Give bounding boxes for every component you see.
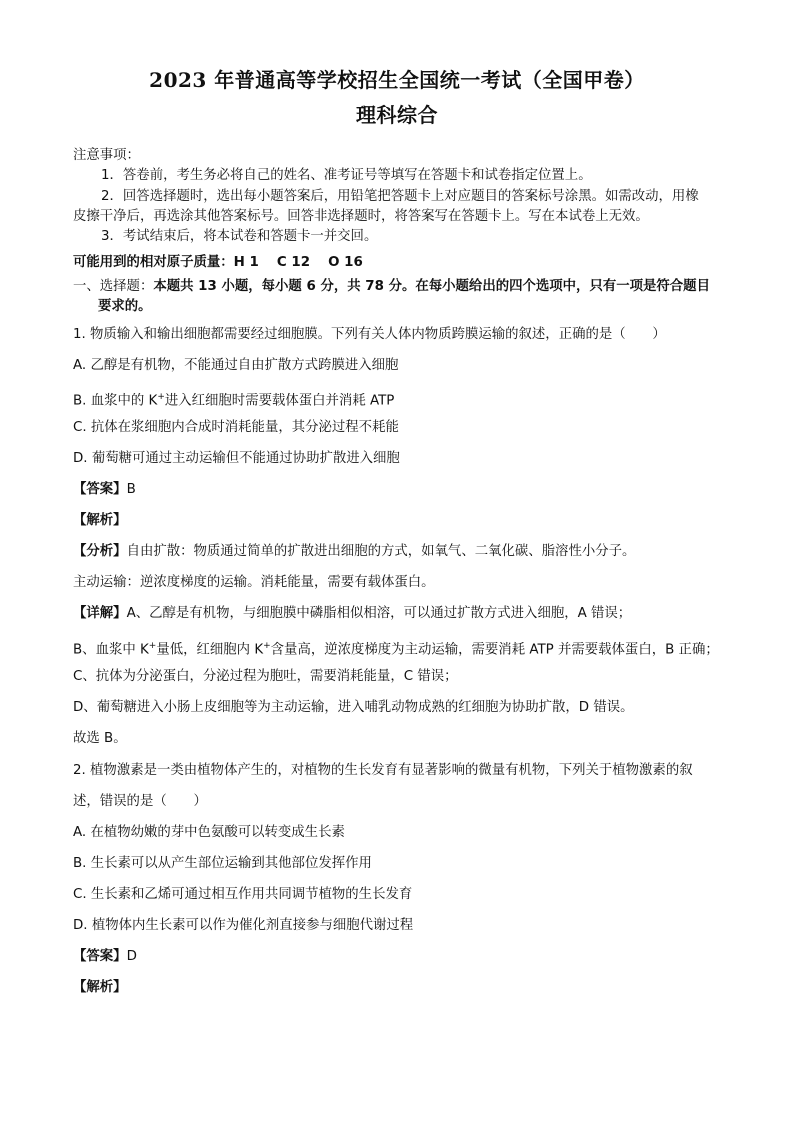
xiangjie-b-sup-1: +: [148, 641, 157, 651]
answer-value: B: [126, 482, 136, 497]
q1-option-c: C. 抗体在浆细胞内合成时消耗能量，其分泌过程不耗能: [73, 420, 399, 435]
q1-option-a: A. 乙醇是有机物，不能通过自由扩散方式跨膜进入细胞: [73, 358, 399, 373]
section-heading: [73, 279, 710, 295]
section-instructions: 本题共 13 小题，每小题 6 分，共 78 分。在每小题给出的四个选项中，只有一项是符合题目: [153, 279, 710, 294]
q1-xiangjie-b: [73, 638, 719, 658]
answer-value: D: [126, 949, 137, 964]
answer-tag: 【答案】: [73, 949, 127, 964]
section-label: 一、选择题：: [73, 279, 154, 294]
q1-stem: 1. 物质输入和输出细胞都需要经过细胞膜。下列有关人体内物质跨膜运输的叙述，正确的是（ ）: [73, 327, 666, 342]
q1-xiangjie-c: C、抗体为分泌蛋白，分泌过程为胞吐，需要消耗能量，C 错误；: [73, 669, 458, 684]
q1-option-b-text-2: 进入红细胞时需要载体蛋白并消耗 ATP: [164, 393, 395, 409]
q2-option-b: B. 生长素可以从产生部位运输到其他部位发挥作用: [73, 856, 372, 871]
q1-fenxi: [73, 544, 635, 560]
q1-option-b: [73, 389, 394, 409]
fenxi-tag: 【分析】: [73, 544, 127, 559]
xiangjie-a-text: A、乙醇是有机物，与细胞膜中磷脂相似相溶，可以通过扩散方式进入细胞，A 错误；: [126, 606, 632, 621]
q2-option-d: D. 植物体内生长素可以作为催化剂直接参与细胞代谢过程: [73, 918, 414, 933]
q2-option-a: A. 在植物幼嫩的芽中色氨酸可以转变成生长素: [73, 825, 345, 840]
q1-answer: [73, 482, 136, 498]
xiangjie-b-text-1: B、血浆中 K: [73, 642, 149, 658]
atomic-mass-line: 可能用到的相对原子质量：H 1 C 12 O 16: [73, 255, 363, 270]
notice-item-1: 1．答卷前，考生务必将自己的姓名、准考证号等填写在答题卡和试卷指定位置上。: [101, 168, 592, 183]
q1-option-b-sup: +: [157, 392, 165, 402]
exam-title: 2023 年普通高等学校招生全国统一考试（全国甲卷）: [149, 68, 645, 92]
xiangjie-b-text-3: 含量高，逆浓度梯度为主动运输，需要消耗 ATP 并需要载体蛋白，B 正确；: [270, 642, 719, 658]
exam-subtitle: 理科综合: [356, 103, 438, 127]
notice-item-3: 3．考试结束后，将本试卷和答题卡一并交回。: [101, 229, 378, 244]
q1-active-transport: 主动运输：逆浓度梯度的运输。消耗能量，需要有载体蛋白。: [73, 575, 435, 590]
notice-item-2-cont: 皮擦干净后，再选涂其他答案标号。回答非选择题时，将答案写在答题卡上。写在本试卷上无效。: [73, 209, 649, 224]
q1-xiangjie-d: D、葡萄糖进入小肠上皮细胞等为主动运输，进入哺乳动物成熟的红细胞为协助扩散，D 错误。: [73, 700, 634, 715]
answer-tag: 【答案】: [73, 482, 127, 497]
fenxi-text: 自由扩散：物质通过简单的扩散进出细胞的方式，如氧气、二氧化碳、脂溶性小分子。: [126, 544, 636, 559]
q1-xiangjie-a: [73, 606, 631, 622]
q2-option-c: C. 生长素和乙烯可通过相互作用共同调节植物的生长发育: [73, 887, 413, 902]
q1-option-b-text: B. 血浆中的 K: [73, 393, 158, 409]
notice-item-2: 2．回答选择题时，选出每小题答案后，用铅笔把答题卡上对应题目的答案标号涂黑。如需改动，用橡: [101, 189, 699, 204]
q2-stem: 2. 植物激素是一类由植物体产生的，对植物的生长发育有显著影响的微量有机物，下列关于植物激素的叙: [73, 763, 693, 778]
q2-analysis-tag: 【解析】: [73, 980, 127, 995]
xiangjie-b-sup-2: +: [263, 641, 271, 651]
q1-conclusion: 故选 B。: [73, 731, 127, 746]
q1-option-d: D. 葡萄糖可通过主动运输但不能通过协助扩散进入细胞: [73, 451, 400, 466]
xiangjie-b-text-2: 量低，红细胞内 K: [156, 642, 264, 658]
section-instructions-cont: 要求的。: [98, 299, 152, 314]
xiangjie-tag: 【详解】: [73, 606, 127, 621]
notice-heading: 注意事项：: [73, 148, 140, 163]
q1-analysis-tag: 【解析】: [73, 513, 127, 528]
q2-stem-cont: 述，错误的是（ ）: [73, 794, 207, 809]
q2-answer: [73, 949, 137, 965]
